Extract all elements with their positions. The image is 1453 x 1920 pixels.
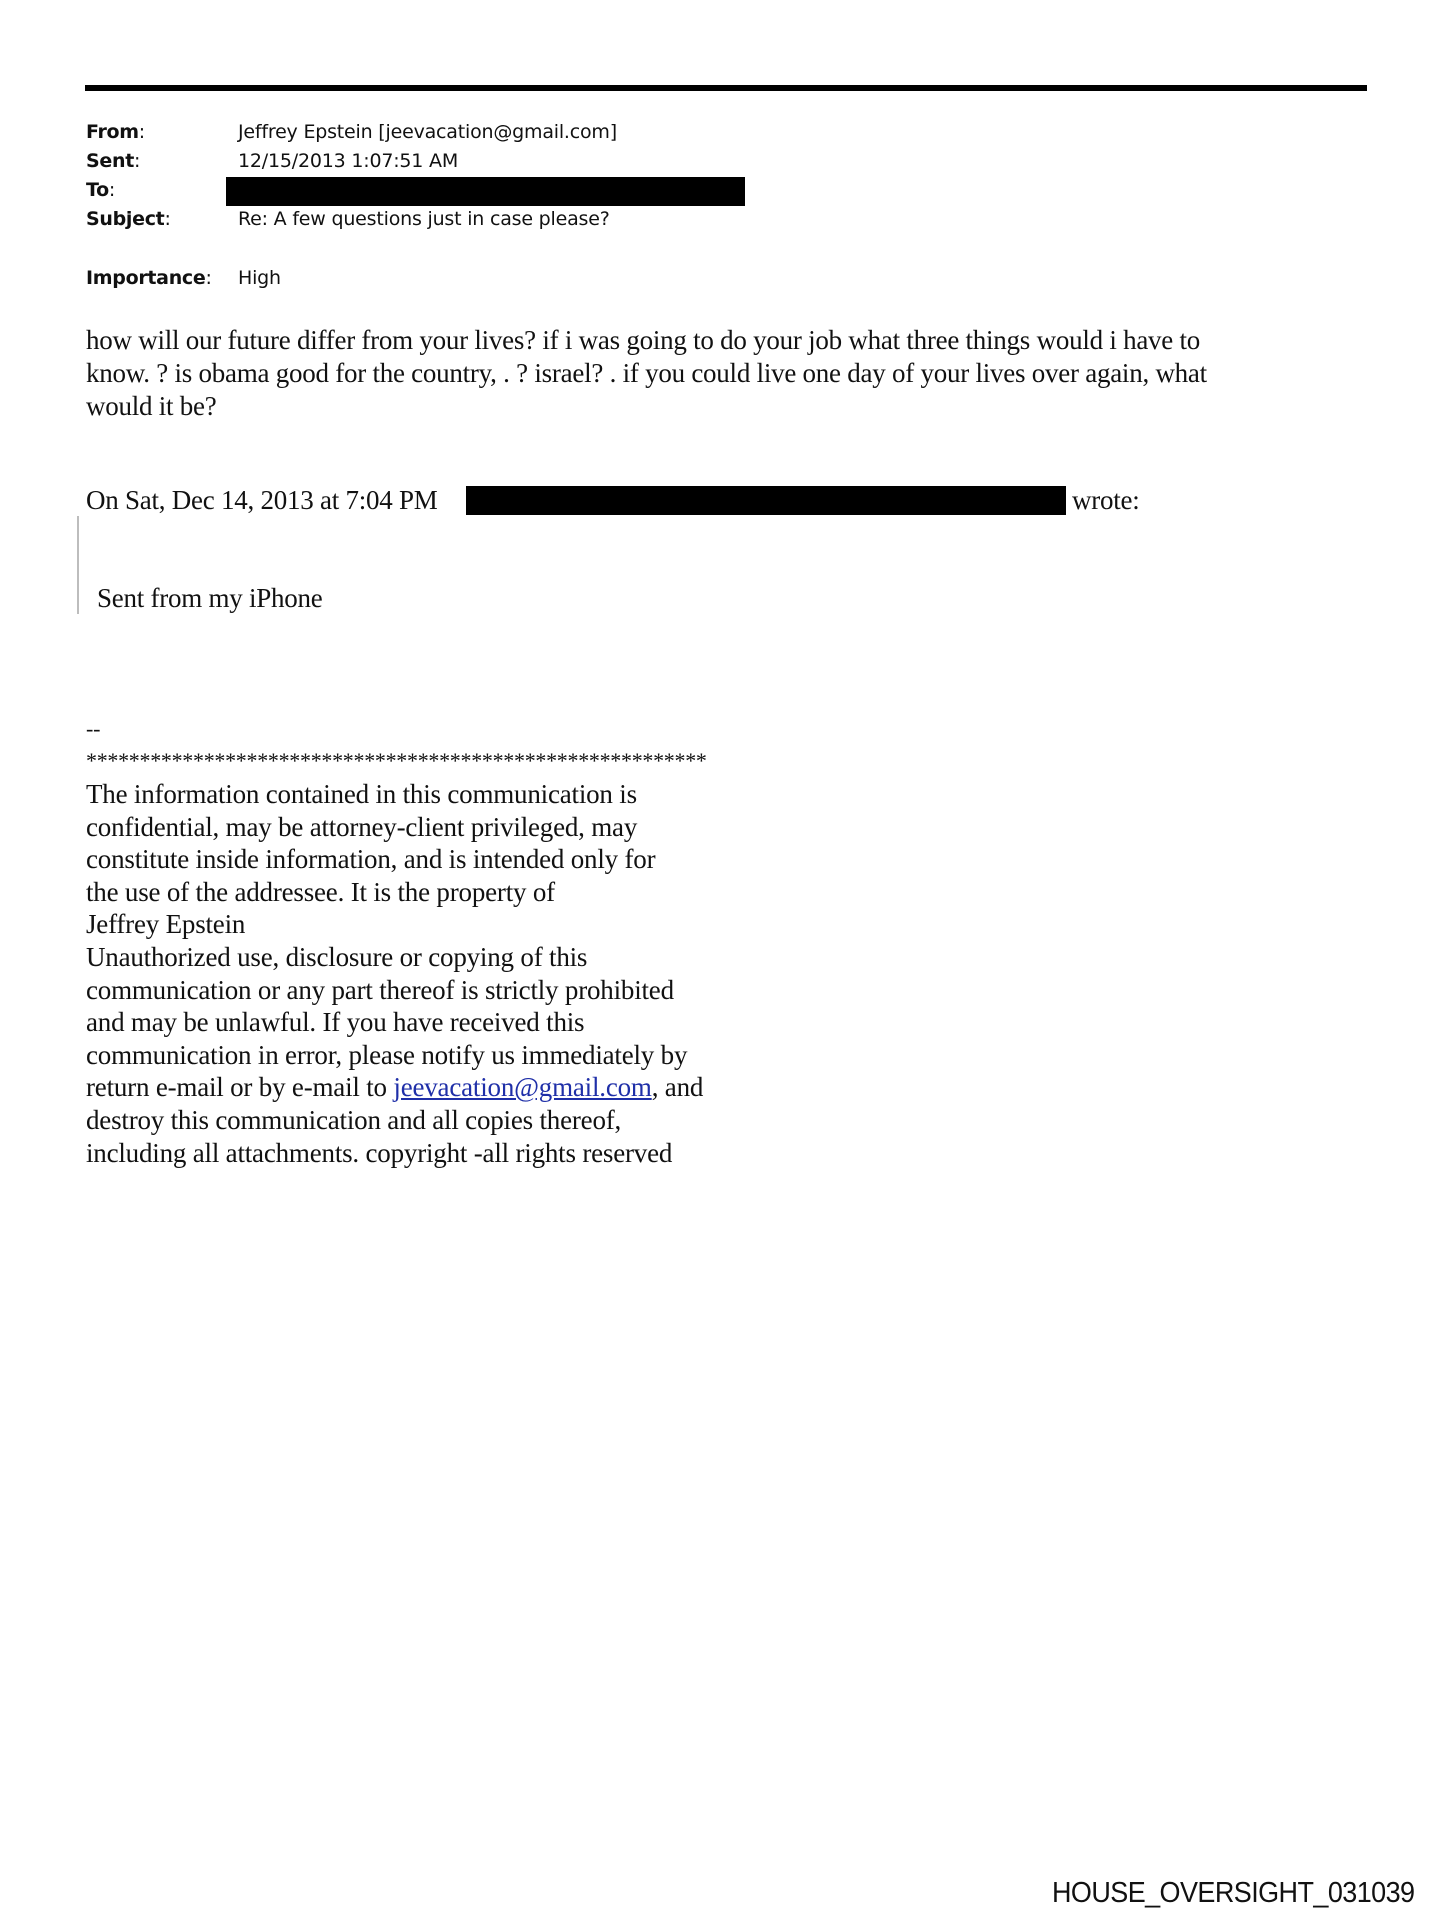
email-link[interactable]: jeevacation@gmail.com — [393, 1072, 652, 1103]
bates-number: HOUSE_OVERSIGHT_031039 — [1052, 1877, 1415, 1909]
disclaimer-link-prefix: return e-mail or by e-mail to — [86, 1072, 394, 1103]
body-line: how will our future differ from your lives? if i was going to do your job what three things would i have to — [86, 325, 1201, 355]
disclaimer-line: Unauthorized use, disclosure or copying of this — [86, 941, 588, 972]
to-redaction-box — [226, 177, 745, 206]
disclaimer-line: constitute inside information, and is intended only for — [86, 844, 656, 875]
disclaimer-line: communication or any part thereof is strictly prohibited — [86, 974, 674, 1005]
subject-label: Subject: — [86, 208, 171, 230]
disclaimer-line: and may be unlawful. If you have received this — [86, 1007, 585, 1038]
quoted-text: Sent from my iPhone — [97, 583, 323, 613]
disclaimer-line — [86, 1071, 703, 1104]
signature-separator: -- — [86, 716, 101, 741]
to-label: To: — [86, 179, 115, 201]
sent-label: Sent: — [86, 150, 141, 172]
quote-bar — [77, 516, 79, 614]
disclaimer-line: The information contained in this communication is — [86, 779, 637, 809]
body-line: would it be? — [86, 391, 217, 421]
quote-intro-suffix: wrote: — [1072, 485, 1140, 515]
disclaimer-line: communication in error, please notify us immediately by — [86, 1039, 688, 1070]
header-divider-rule — [85, 85, 1367, 91]
disclaimer-link-suffix: , and — [651, 1072, 704, 1103]
from-value: Jeffrey Epstein [jeevacation@gmail.com] — [238, 121, 617, 143]
asterisk-line: ********************************************************** — [86, 748, 707, 773]
disclaimer-line: Jeffrey Epstein — [86, 909, 246, 940]
body-line: know. ? is obama good for the country, . ? israel? . if you could live one day of your lives over again, what — [86, 358, 1207, 388]
from-label: From: — [86, 121, 145, 143]
disclaimer — [86, 778, 703, 1169]
importance-value: High — [238, 267, 281, 289]
subject-value: Re: A few questions just in case please? — [238, 208, 610, 230]
quote-intro-prefix: On Sat, Dec 14, 2013 at 7:04 PM — [86, 485, 438, 515]
disclaimer-line: the use of the addressee. It is the property of — [86, 876, 555, 907]
importance-label: Importance: — [86, 267, 212, 289]
disclaimer-line: destroy this communication and all copies thereof, — [86, 1104, 622, 1135]
disclaimer-line: confidential, may be attorney-client privileged, may — [86, 811, 638, 842]
disclaimer-line: including all attachments. copyright -all rights reserved — [86, 1137, 673, 1168]
sender-redaction-box — [466, 486, 1066, 515]
sent-value: 12/15/2013 1:07:51 AM — [238, 150, 459, 172]
